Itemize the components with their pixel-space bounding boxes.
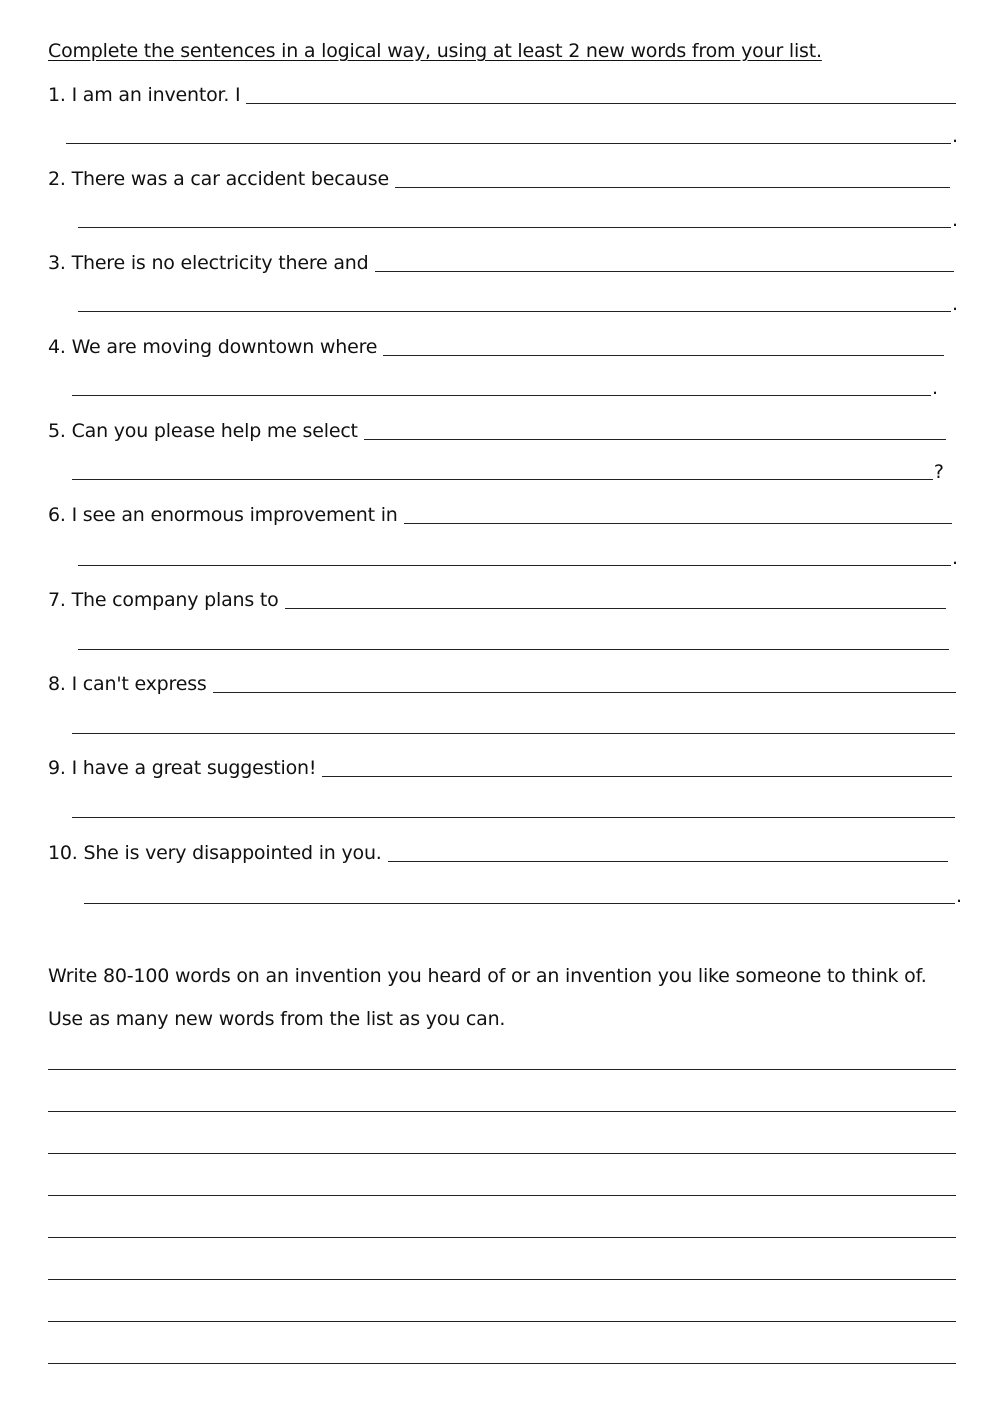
question-1	[48, 80, 956, 106]
question-3-answer-line[interactable]	[375, 271, 954, 272]
question-3	[48, 248, 954, 274]
question-6-answer-line[interactable]	[404, 523, 952, 524]
question-2-continuation	[78, 206, 958, 230]
question-1-answer-line-2[interactable]	[66, 143, 951, 144]
question-10	[48, 838, 948, 864]
question-4-prompt: 4. We are moving downtown where	[48, 336, 378, 358]
question-3-continuation	[78, 290, 958, 314]
question-9-prompt: 9. I have a great suggestion!	[48, 757, 317, 779]
question-8-continuation	[72, 712, 956, 736]
question-1-continuation	[66, 122, 958, 146]
question-4-ending: .	[931, 377, 938, 399]
question-1-prompt: 1. I am an inventor. I	[48, 84, 241, 106]
question-8	[48, 669, 956, 695]
essay-line-8[interactable]	[48, 1363, 956, 1364]
question-6-ending: .	[951, 547, 958, 569]
question-9-answer-line-2[interactable]	[72, 817, 955, 818]
question-5-continuation	[72, 458, 944, 482]
essay-hint: Use as many new words from the list as you can.	[48, 1008, 506, 1030]
question-4-answer-line-2[interactable]	[72, 395, 931, 396]
question-7	[48, 585, 946, 611]
question-5-ending: ?	[933, 461, 944, 483]
question-9-continuation	[72, 796, 956, 820]
question-2	[48, 164, 950, 190]
essay-line-5[interactable]	[48, 1237, 956, 1238]
essay-line-6[interactable]	[48, 1279, 956, 1280]
question-4-answer-line[interactable]	[383, 355, 944, 356]
question-5-answer-line[interactable]	[364, 439, 946, 440]
question-7-continuation	[78, 628, 950, 652]
question-1-ending: .	[951, 125, 958, 147]
question-10-answer-line-2[interactable]	[84, 903, 955, 904]
question-8-answer-line[interactable]	[213, 692, 956, 693]
question-9-answer-line[interactable]	[322, 776, 952, 777]
question-7-prompt: 7. The company plans to	[48, 589, 279, 611]
question-8-answer-line-2[interactable]	[72, 733, 955, 734]
question-7-answer-line[interactable]	[285, 608, 946, 609]
question-6-prompt: 6. I see an enormous improvement in	[48, 504, 398, 526]
question-1-answer-line[interactable]	[246, 103, 956, 104]
question-2-ending: .	[951, 209, 958, 231]
instructions-heading: Complete the sentences in a logical way, using at least 2 new words from your list.	[48, 40, 822, 62]
question-2-prompt: 2. There was a car accident because	[48, 168, 389, 190]
essay-line-3[interactable]	[48, 1153, 956, 1154]
question-3-answer-line-2[interactable]	[78, 311, 951, 312]
essay-line-2[interactable]	[48, 1111, 956, 1112]
question-2-answer-line-2[interactable]	[78, 227, 951, 228]
question-6-answer-line-2[interactable]	[78, 565, 951, 566]
question-10-continuation	[84, 882, 962, 906]
question-5-prompt: 5. Can you please help me select	[48, 420, 358, 442]
essay-line-4[interactable]	[48, 1195, 956, 1196]
essay-line-1[interactable]	[48, 1069, 956, 1070]
question-10-ending: .	[955, 885, 962, 907]
question-4-continuation	[72, 374, 938, 398]
question-5-answer-line-2[interactable]	[72, 479, 933, 480]
question-3-ending: .	[951, 293, 958, 315]
question-4	[48, 332, 944, 358]
question-2-answer-line[interactable]	[395, 187, 950, 188]
question-6-continuation	[78, 544, 958, 568]
question-6	[48, 500, 952, 526]
question-3-prompt: 3. There is no electricity there and	[48, 252, 369, 274]
question-8-prompt: 8. I can't express	[48, 673, 207, 695]
question-7-answer-line-2[interactable]	[78, 649, 949, 650]
question-9	[48, 753, 952, 779]
essay-line-7[interactable]	[48, 1321, 956, 1322]
question-10-prompt: 10. She is very disappointed in you.	[48, 842, 382, 864]
essay-task: Write 80-100 words on an invention you heard of or an invention you like someone to think of.	[48, 965, 927, 987]
question-10-answer-line[interactable]	[388, 861, 948, 862]
question-5	[48, 416, 946, 442]
